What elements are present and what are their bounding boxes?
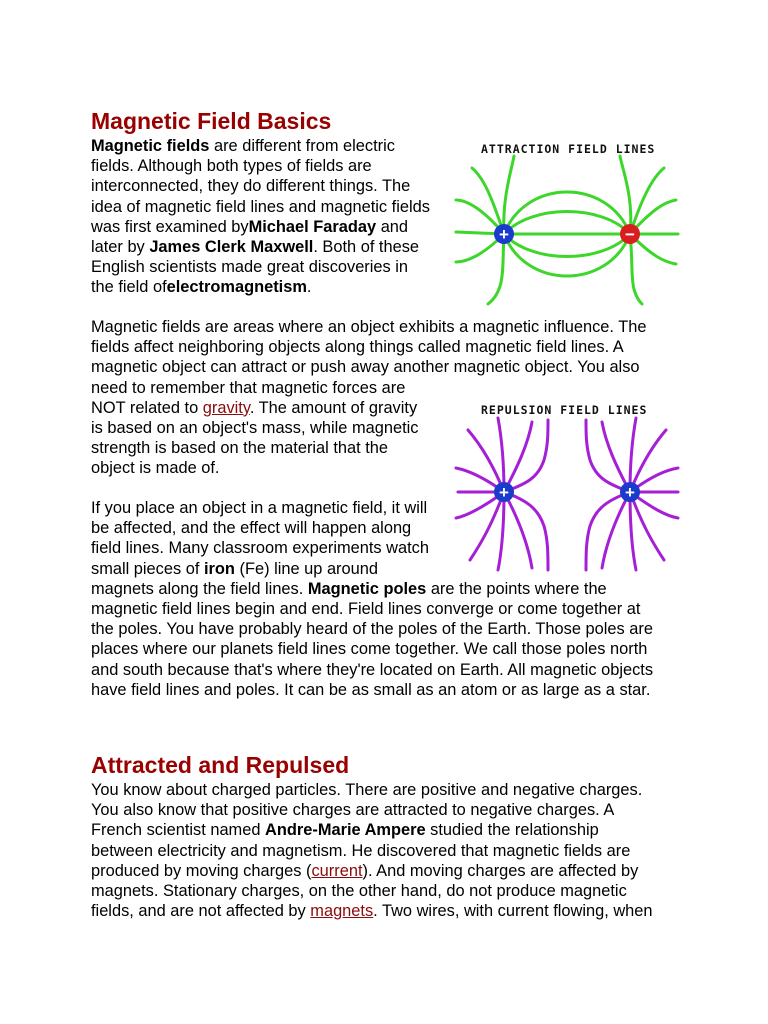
paragraph-field-lines (91, 498, 691, 700)
positive-charge-symbol: + (499, 483, 509, 502)
negative-charge-symbol: − (625, 225, 635, 244)
text-line: between electricity and magnetism. He discovered that magnetic fields are (91, 841, 631, 860)
term-electromagnetism: electromagnetism (166, 278, 307, 297)
text-line: object is made of. (91, 459, 220, 478)
text: and (376, 217, 409, 236)
text: French scientist named (91, 821, 265, 840)
text: small pieces of (91, 559, 204, 578)
attraction-field-lines-diagram (452, 138, 680, 310)
term-andre-marie-ampere: Andre-Marie Ampere (265, 821, 426, 840)
text-line: strength is based on the material that the (91, 439, 389, 458)
link-current[interactable]: current (311, 861, 363, 880)
text-line: have field lines and poles. It can be as small as an atom or as large as a star. (91, 680, 651, 699)
text-line: You also know that positive charges are attracted to negative charges. A (91, 801, 615, 820)
positive-charge-symbol: + (625, 483, 635, 502)
text: (Fe) line up around (234, 559, 378, 578)
text: ). And moving charges are affected by (362, 861, 639, 880)
heading-attracted-and-repulsed: Attracted and Repulsed (91, 752, 350, 778)
text-line: English scientists made great discoveries in (91, 258, 409, 277)
term-magnetic-fields: Magnetic fields (91, 137, 210, 155)
text: . (306, 278, 312, 297)
text: later by (91, 237, 150, 256)
text-line: magnets. Stationary charges, on the other hand, do not produce magnetic (91, 881, 627, 900)
text-line: fields. Although both types of fields are (91, 157, 372, 176)
text-line: places where our planets field lines come together. We call those poles north (91, 640, 648, 659)
text: produced by moving charges ( (91, 861, 312, 880)
text: . The amount of gravity (249, 398, 418, 417)
paragraph-charged-particles (91, 780, 691, 921)
term-michael-faraday: Michael Faraday (248, 217, 377, 236)
heading-magnetic-field-basics: Magnetic Field Basics (91, 108, 332, 134)
term-james-clerk-maxwell: James Clerk Maxwell (149, 237, 314, 256)
link-magnets[interactable]: magnets (310, 902, 374, 921)
text: the field of (91, 278, 167, 297)
text: are the points where the (426, 579, 607, 598)
text: . Both of these (313, 237, 420, 256)
attraction-field-lines-figure (452, 138, 680, 310)
text-line: field lines. Many classroom experiments watch (91, 539, 429, 558)
text-line: magnetic field lines begin and end. Field lines converge or come together at (91, 599, 641, 618)
term-iron: iron (203, 559, 235, 578)
text: are different from electric (209, 137, 395, 155)
text-line: If you place an object in a magnetic field, it will (91, 499, 428, 517)
attraction-figure-title: ATTRACTION FIELD LINES (481, 142, 656, 156)
text-line: the poles. You have probably heard of the poles of the Earth. Those poles are (91, 620, 653, 639)
text-line: need to remember that magnetic forces are (91, 378, 406, 397)
text: was first examined by (91, 217, 249, 236)
repulsion-figure-title: REPULSION FIELD LINES (481, 403, 648, 417)
text-line: Magnetic fields are areas where an object exhibits a magnetic influence. The (91, 318, 647, 336)
text-line: and south because that's where they're located on Earth. All magnetic objects (91, 660, 654, 679)
text-line: idea of magnetic field lines and magnetic fields (91, 197, 430, 216)
text-line: is based on an object's mass, while magnetic (91, 418, 419, 437)
text-line: You know about charged particles. There are positive and negative charges. (91, 781, 643, 799)
link-gravity[interactable]: gravity (202, 398, 250, 417)
text: fields, and are not affected by (91, 902, 311, 921)
text: NOT related to (91, 398, 203, 417)
text-line: be affected, and the effect will happen along (91, 519, 412, 538)
text-line: interconnected, they do different things. The (91, 177, 411, 196)
text: magnets along the field lines. (91, 579, 308, 598)
text: . Two wires, with current flowing, when (373, 902, 653, 921)
text-line: magnetic object can attract or push away another magnetic object. You also (91, 358, 640, 377)
term-magnetic-poles: Magnetic poles (307, 579, 427, 598)
text: studied the relationship (425, 821, 599, 840)
positive-charge-symbol: + (499, 225, 509, 244)
text-line: fields affect neighboring objects along things called magnetic field lines. A (91, 338, 624, 357)
paragraph-intro (91, 136, 446, 298)
